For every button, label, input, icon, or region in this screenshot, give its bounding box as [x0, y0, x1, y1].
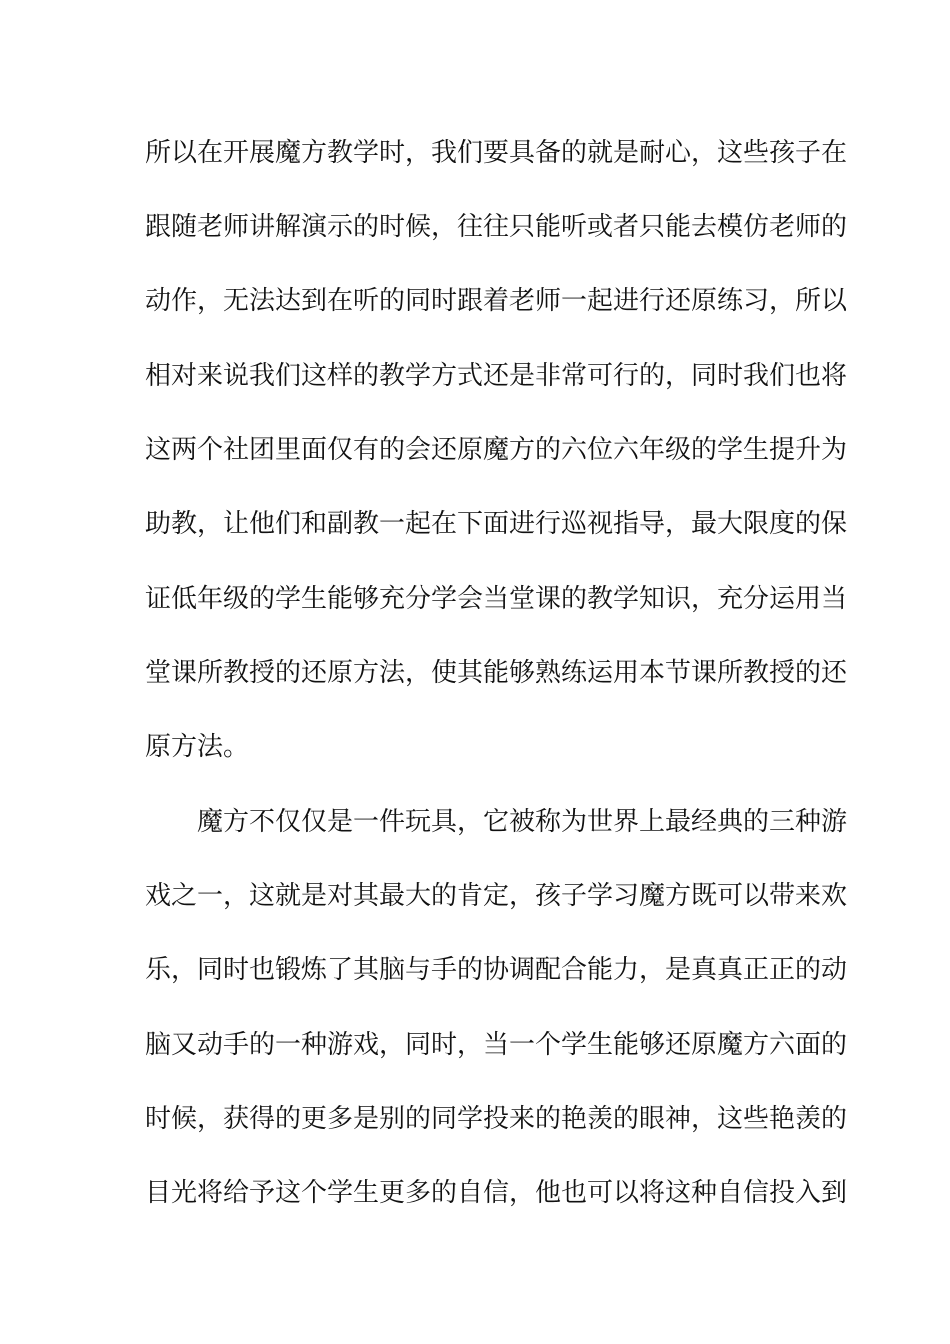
text-line: 原方法。: [145, 732, 250, 762]
text-line: 乐，同时也锻炼了其脑与手的协调配合能力，是真真正正的动: [145, 955, 848, 985]
text-line: 这两个社团里面仅有的会还原魔方的六位六年级的学生提升为: [145, 435, 848, 465]
text-line: 脑又动手的一种游戏，同时，当一个学生能够还原魔方六面的: [145, 1030, 848, 1060]
text-line: 目光将给予这个学生更多的自信，他也可以将这种自信投入到: [145, 1178, 848, 1208]
text-line: 跟随老师讲解演示的时候，往往只能听或者只能去模仿老师的: [145, 212, 848, 242]
text-line: 时候，获得的更多是别的同学投来的艳羡的眼神，这些艳羡的: [145, 1104, 848, 1134]
text-line: 相对来说我们这样的教学方式还是非常可行的，同时我们也将: [145, 361, 848, 391]
text-line: 证低年级的学生能够充分学会当堂课的教学知识，充分运用当: [145, 584, 848, 614]
text-line: 戏之一，这就是对其最大的肯定，孩子学习魔方既可以带来欢: [145, 881, 848, 911]
text-line: 堂课所教授的还原方法，使其能够熟练运用本节课所教授的还: [145, 658, 848, 688]
text-line: 助教，让他们和副教一起在下面进行巡视指导，最大限度的保: [145, 509, 848, 539]
text-line: 所以在开展魔方教学时，我们要具备的就是耐心，这些孩子在: [145, 138, 848, 168]
text-line: 动作，无法达到在听的同时跟着老师一起进行还原练习，所以: [145, 286, 848, 316]
paragraph-first-line: 魔方不仅仅是一件玩具，它被称为世界上最经典的三种游: [197, 807, 848, 837]
